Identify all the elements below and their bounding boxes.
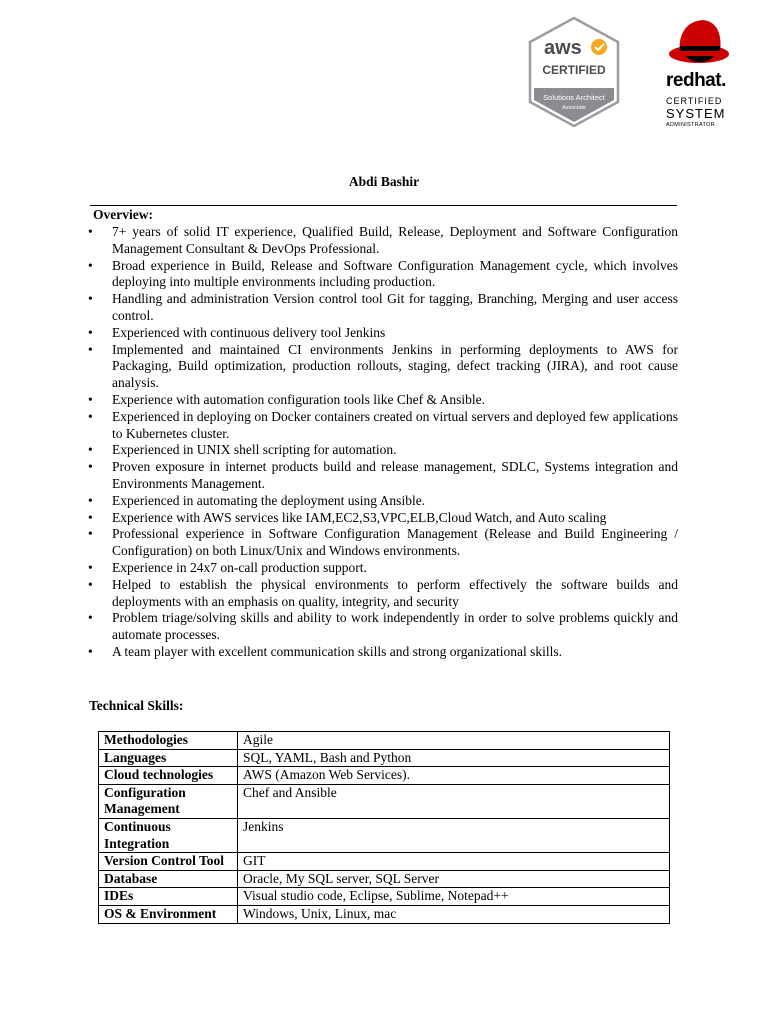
technical-skills-heading: Technical Skills: bbox=[89, 698, 184, 713]
list-item-text: Broad experience in Build, Release and Software Configuration Management cycle, which involves deploying into multiple environments including production. bbox=[112, 257, 678, 290]
skill-value: Agile bbox=[238, 732, 670, 750]
list-item: • Proven exposure in internet products build and release management, SDLC, Systems integration and Environments Management. bbox=[88, 459, 678, 491]
list-item: • Experienced with continuous delivery tool Jenkins bbox=[88, 324, 386, 340]
list-item-text: Proven exposure in internet products build and release management, SDLC, Systems integration and Environments Management. bbox=[112, 459, 678, 491]
list-item-text: Experienced in UNIX shell scripting for automation. bbox=[112, 442, 397, 458]
table-row bbox=[99, 767, 670, 785]
list-item-text: Problem triage/solving skills and ability to work independently in order to solve problems quickly and automate processes. bbox=[112, 610, 678, 643]
skill-label: Languages bbox=[99, 749, 238, 767]
table-row bbox=[99, 784, 670, 818]
table-row bbox=[99, 853, 670, 871]
skill-value: Windows, Unix, Linux, mac bbox=[238, 905, 670, 923]
skill-label: Continuous Integration bbox=[99, 818, 238, 852]
table-row bbox=[99, 732, 670, 750]
list-item: • Experienced in deploying on Docker containers created on virtual servers and deployed few applications to Kubernetes cluster. bbox=[88, 408, 678, 441]
aws-certified-badge bbox=[528, 16, 620, 128]
skill-label: Methodologies bbox=[99, 732, 238, 750]
skill-value: Oracle, My SQL server, SQL Server bbox=[238, 870, 670, 888]
skill-label: Configuration Management bbox=[99, 784, 238, 818]
aws-certified-text: CERTIFIED bbox=[542, 63, 606, 77]
redhat-admin-text: ADMINISTRATOR bbox=[666, 122, 715, 128]
list-item: • 7+ years of solid IT experience, Qualified Build, Release, Deployment and Software Configuration Management Consultant & DevOps Professional. bbox=[88, 224, 678, 256]
skill-value: GIT bbox=[238, 853, 670, 871]
list-item: • Experience with AWS services like IAM,EC2,S3,VPC,ELB,Cloud Watch, and Auto scaling bbox=[88, 509, 607, 525]
list-item: • Experienced in automating the deployment using Ansible. bbox=[88, 492, 426, 508]
list-item-text: Experienced in automating the deployment using Ansible. bbox=[112, 492, 426, 508]
redhat-system-text: SYSTEM bbox=[666, 106, 726, 121]
skill-label: Version Control Tool bbox=[99, 853, 238, 871]
list-item-text: Implemented and maintained CI environments Jenkins in performing deployments to AWS for Packaging, Build optimization, production rollouts, staging, defect tracking (JIRA), and root cause analysis. bbox=[112, 341, 678, 391]
list-item-text: Experience with automation configuration tools like Chef & Ansible. bbox=[112, 391, 486, 407]
list-item-text: Experience with AWS services like IAM,EC2,S3,VPC,ELB,Cloud Watch, and Auto scaling bbox=[112, 509, 607, 525]
overview-heading: Overview: bbox=[93, 207, 153, 222]
redhat-shadowman-icon bbox=[666, 14, 732, 68]
skill-label: IDEs bbox=[99, 888, 238, 906]
list-item-text: Experienced in deploying on Docker containers created on virtual servers and deployed few applications to Kubernetes cluster. bbox=[112, 408, 678, 441]
list-item: • Experienced in UNIX shell scripting for automation. bbox=[88, 442, 397, 458]
check-icon bbox=[591, 39, 607, 55]
skill-value: Visual studio code, Eclipse, Sublime, Notepad++ bbox=[238, 888, 670, 906]
table-row bbox=[99, 905, 670, 923]
list-item-text: A team player with excellent communication skills and strong organizational skills. bbox=[112, 643, 563, 659]
aws-logo-text: aws bbox=[544, 37, 582, 59]
table-row bbox=[99, 818, 670, 852]
table-row bbox=[99, 870, 670, 888]
skill-label: OS & Environment bbox=[99, 905, 238, 923]
aws-level-text: Associate bbox=[562, 105, 586, 111]
candidate-name: Abdi Bashir bbox=[348, 174, 420, 189]
table-row bbox=[99, 749, 670, 767]
list-item-text: Experienced with continuous delivery tool Jenkins bbox=[112, 324, 386, 340]
redhat-logo-text: redhat. bbox=[666, 70, 726, 91]
list-item: • Problem triage/solving skills and ability to work independently in order to solve problems quickly and automate processes. bbox=[88, 610, 678, 643]
technical-skills-table bbox=[98, 731, 670, 924]
list-item: • Experience with automation configuration tools like Chef & Ansible. bbox=[88, 391, 486, 407]
redhat-certified-badge bbox=[666, 14, 732, 132]
list-item: • Handling and administration Version control tool Git for tagging, Branching, Merging and user access control. bbox=[88, 291, 678, 323]
list-item: • Helped to establish the physical environments to perform effectively the software builds and deployments with an emphasis on quality, integrity, and security bbox=[88, 576, 678, 609]
list-item-text: Helped to establish the physical environments to perform effectively the software builds and deployments with an emphasis on quality, integrity, and security bbox=[112, 576, 678, 609]
redhat-certified-text: CERTIFIED bbox=[666, 96, 723, 106]
skill-value: SQL, YAML, Bash and Python bbox=[238, 749, 670, 767]
list-item-text: 7+ years of solid IT experience, Qualified Build, Release, Deployment and Software Configuration Management Consultant & DevOps Professional. bbox=[112, 224, 678, 256]
list-item-text: Experience in 24x7 on-call production support. bbox=[112, 559, 367, 575]
overview-list bbox=[88, 224, 678, 661]
list-item: • Implemented and maintained CI environments Jenkins in performing deployments to AWS for Packaging, Build optimization, production rollouts, staging, defect tracking (JIRA), and root cause analysis. bbox=[88, 341, 678, 391]
skill-value: Chef and Ansible bbox=[238, 784, 670, 818]
list-item: • Professional experience in Software Configuration Management (Release and Build Engineering / Configuration) on both Linux/Unix and Windows environments. bbox=[88, 526, 678, 559]
skill-label: Database bbox=[99, 870, 238, 888]
skill-value: Jenkins bbox=[238, 818, 670, 852]
skill-value: AWS (Amazon Web Services). bbox=[238, 767, 670, 785]
list-item-text: Professional experience in Software Configuration Management (Release and Build Engineering / Configuration) on both Linux/Unix and Windows environments. bbox=[112, 526, 678, 559]
list-item: • A team player with excellent communication skills and strong organizational skills. bbox=[88, 643, 563, 659]
list-item: • Broad experience in Build, Release and Software Configuration Management cycle, which involves deploying into multiple environments including production. bbox=[88, 257, 678, 290]
header-divider bbox=[90, 205, 677, 206]
table-row bbox=[99, 888, 670, 906]
list-item: • Experience in 24x7 on-call production support. bbox=[88, 559, 367, 575]
list-item-text: Handling and administration Version control tool Git for tagging, Branching, Merging and user access control. bbox=[112, 291, 678, 323]
aws-role-text: Solutions Architect bbox=[543, 93, 605, 102]
skill-label: Cloud technologies bbox=[99, 767, 238, 785]
